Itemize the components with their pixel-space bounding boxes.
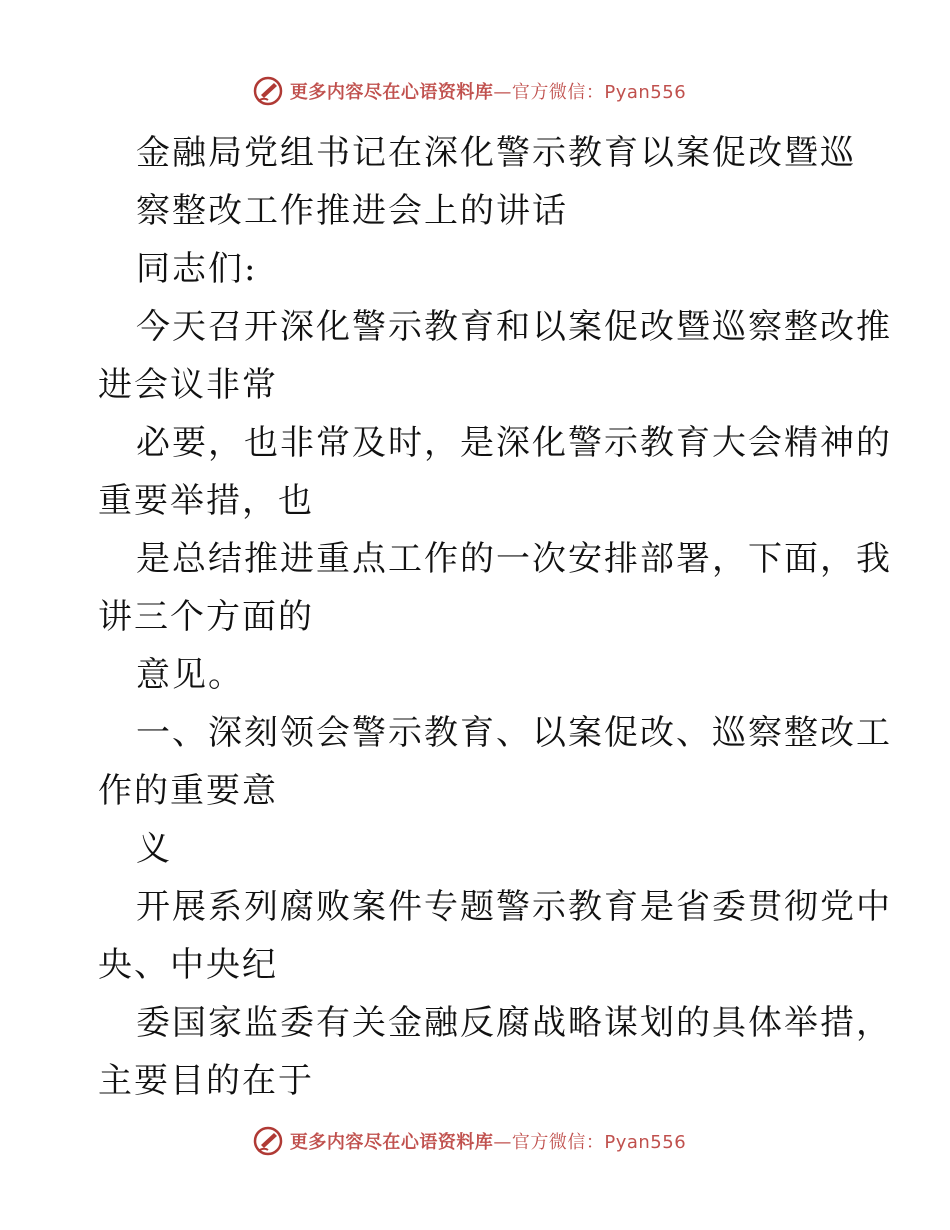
logo-icon	[252, 1125, 284, 1157]
footer-watermark	[0, 1121, 950, 1161]
paragraph-line: 重要举措，也	[98, 481, 314, 521]
watermark-brand: 更多内容尽在心语资料库	[289, 1132, 494, 1153]
watermark-contact: 官方微信：Pyan556	[511, 1132, 687, 1153]
watermark-brand: 更多内容尽在心语资料库	[289, 82, 494, 103]
paragraph-line: 讲三个方面的	[98, 597, 314, 637]
salutation: 同志们:	[136, 249, 258, 289]
title-line-1: 金融局党组书记在深化警示教育以案促改暨巡	[136, 133, 856, 173]
paragraph-line: 开展系列腐败案件专题警示教育是省委贯彻党中	[136, 887, 892, 927]
paragraph-line: 进会议非常	[98, 365, 278, 405]
paragraph-line: 是总结推进重点工作的一次安排部署，下面，我	[136, 539, 892, 579]
watermark-text	[290, 78, 686, 104]
paragraph-line: 必要，也非常及时，是深化警示教育大会精神的	[136, 423, 892, 463]
section-heading-line: 义	[136, 829, 172, 869]
watermark-content	[252, 75, 686, 107]
paragraph-line: 主要目的在于	[98, 1061, 314, 1101]
watermark-dash: —	[493, 82, 512, 103]
section-heading-line: 一、深刻领会警示教育、以案促改、巡察整改工	[136, 713, 892, 753]
paragraph-line: 意见。	[136, 655, 244, 695]
watermark-content	[252, 1125, 686, 1157]
title-line-2: 察整改工作推进会上的讲话	[136, 191, 568, 231]
watermark-contact: 官方微信：Pyan556	[511, 82, 687, 103]
paragraph-line: 央、中央纪	[98, 945, 278, 985]
header-watermark	[0, 71, 950, 111]
paragraph-line: 今天召开深化警示教育和以案促改暨巡察整改推	[136, 307, 892, 347]
watermark-dash: —	[493, 1132, 512, 1153]
section-heading-line: 作的重要意	[98, 771, 278, 811]
logo-icon	[252, 75, 284, 107]
watermark-text	[290, 1128, 686, 1154]
document-body	[98, 124, 892, 1110]
paragraph-line: 委国家监委有关金融反腐战略谋划的具体举措，	[136, 1003, 892, 1043]
